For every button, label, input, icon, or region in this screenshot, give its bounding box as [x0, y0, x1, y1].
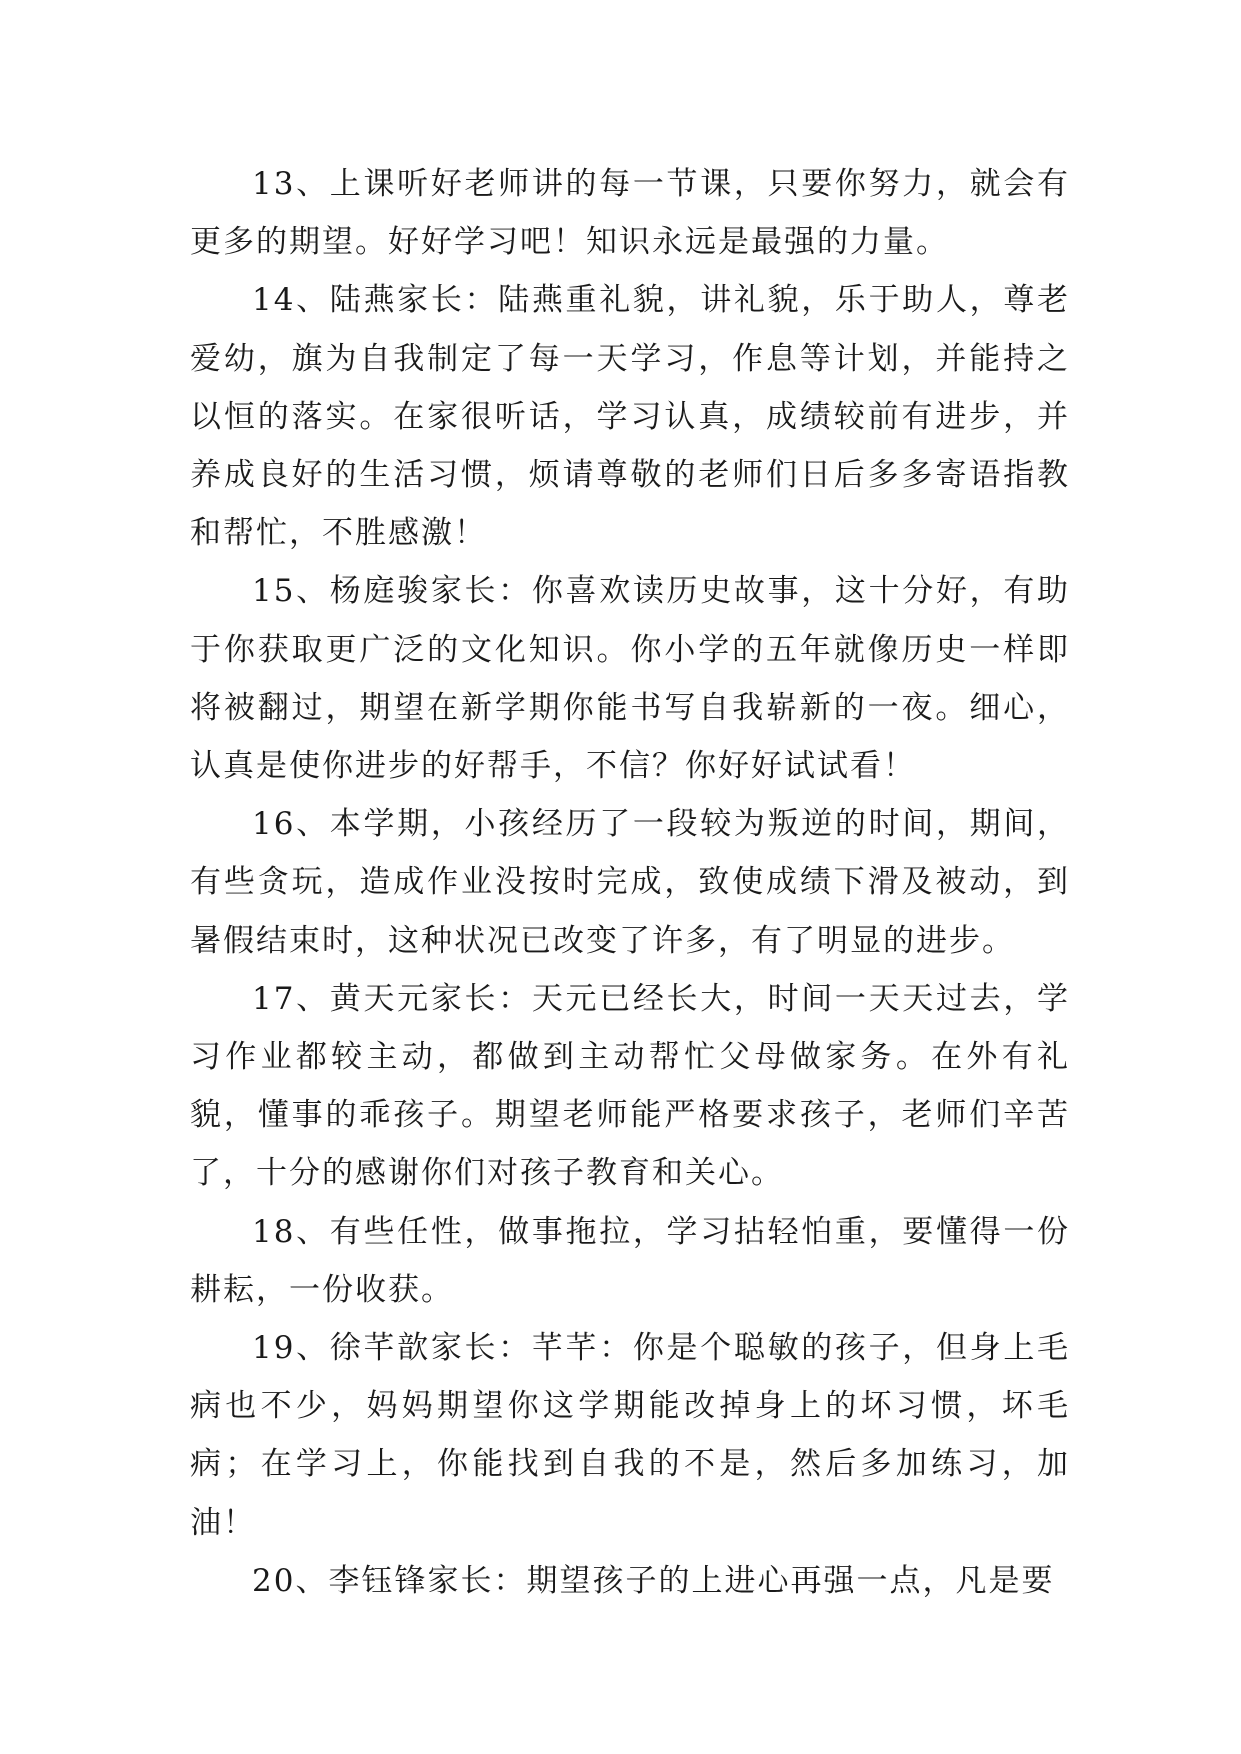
paragraph-14: 14、陆燕家长：陆燕重礼貌，讲礼貌，乐于助人，尊老爱幼，旗为自我制定了每一天学习，作息等计划，并能持之以恒的落实。在家很听话，学习认真，成绩较前有进步，并养成良好的生活习惯，烦请尊敬的老师们日后多多寄语指教和帮忙，不胜感激！ [190, 282, 1070, 552]
paragraph-20: 20、李钰锋家长：期望孩子的上进心再强一点，凡是要 [252, 1562, 1055, 1599]
paragraph-13: 13、上课听好老师讲的每一节课，只要你努力，就会有更多的期望。好好学习吧！知识永远是最强的力量。 [190, 166, 1070, 261]
paragraph-18: 18、有些任性，做事拖拉，学习拈轻怕重，要懂得一份耕耘，一份收获。 [190, 1213, 1070, 1308]
paragraph-19: 19、徐芊歆家长：芊芊：你是个聪敏的孩子，但身上毛病也不少，妈妈期望你这学期能改掉身上的坏习惯，坏毛病；在学习上，你能找到自我的不是，然后多加练习，加油！ [190, 1330, 1070, 1541]
paragraph-15: 15、杨庭骏家长：你喜欢读历史故事，这十分好，有助于你获取更广泛的文化知识。你小学的五年就像历史一样即将被翻过，期望在新学期你能书写自我崭新的一夜。细心，认真是使你进步的好帮手，不信？你好好试试看！ [190, 573, 1070, 785]
document-body [190, 155, 1070, 1610]
paragraph-17: 17、黄天元家长：天元已经长大，时间一天天过去，学习作业都较主动，都做到主动帮忙父母做家务。在外有礼貌，懂事的乖孩子。期望老师能严格要求孩子，老师们辛苦了，十分的感谢你们对孩子教育和关心。 [190, 980, 1070, 1192]
paragraph-16: 16、本学期，小孩经历了一段较为叛逆的时间，期间，有些贪玩，造成作业没按时完成，致使成绩下滑及被动，到暑假结束时，这种状况已改变了许多，有了明显的进步。 [190, 806, 1070, 959]
